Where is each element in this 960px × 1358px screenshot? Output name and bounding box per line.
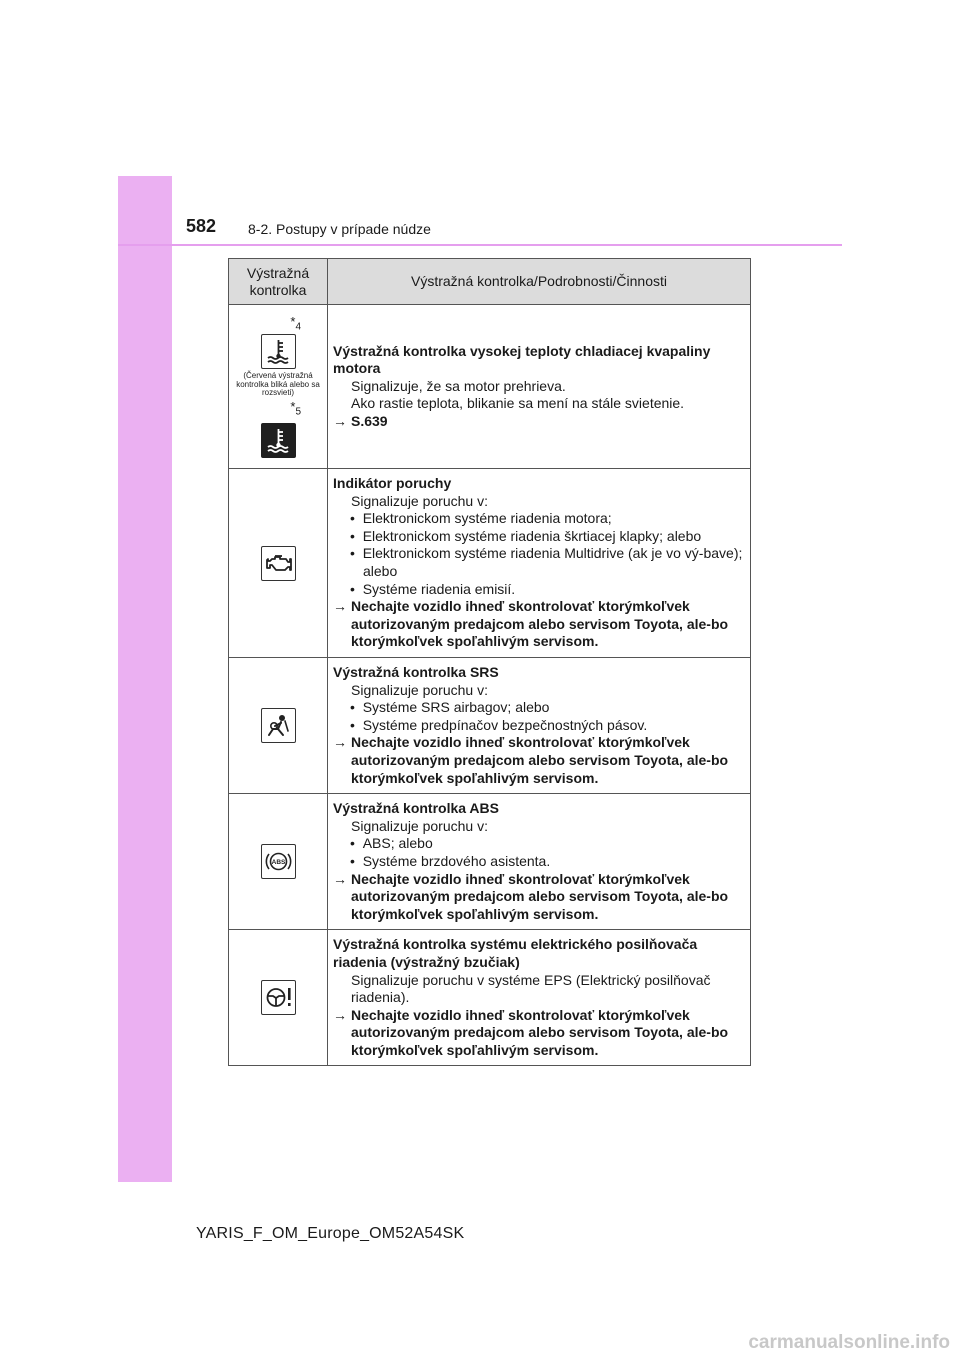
light-title: Výstražná kontrolka vysokej teploty chladiacej kvapaliny motora <box>333 342 711 377</box>
coolant-temperature-icon <box>261 334 296 369</box>
bullet-item: • Systéme brzdového asistenta. <box>350 852 551 869</box>
document-code: YARIS_F_OM_Europe_OM52A54SK <box>196 1225 465 1242</box>
column-header-light: Výstražná kontrolka <box>229 259 328 305</box>
description-line: Signalizuje, že sa motor prehrieva. <box>351 377 566 394</box>
description-cell <box>328 930 751 1066</box>
table-row <box>229 794 751 930</box>
bullet-item: • Elektronickom systéme riadenia motora; <box>350 510 612 527</box>
bullet-item: • Systéme riadenia emisií. <box>350 580 516 597</box>
icon-cell <box>229 305 328 469</box>
light-title: Výstražná kontrolka ABS <box>333 800 499 817</box>
table-row <box>229 930 751 1066</box>
bullet-item: • Systéme SRS airbagov; alebo <box>350 699 550 716</box>
description-line: Signalizuje poruchu v systéme EPS (Elektrický posilňovač riadenia). <box>351 971 711 1006</box>
footnote-marker: $*_4$ <box>290 313 301 333</box>
action-instruction: → Nechajte vozidlo ihneď skontrolovať ktorýmkoľvek autorizovaným predajcom alebo servisom Toyota, ale-bo ktorýmkoľvek spoľahlivým servisom. <box>333 598 729 650</box>
light-title: Indikátor poruchy <box>333 475 452 492</box>
description-cell <box>328 305 751 469</box>
icon-cell <box>229 658 328 794</box>
watermark: carmanualsonline.info <box>748 1332 950 1353</box>
abs-icon <box>261 844 296 879</box>
description-line: Ako rastie teplota, blikanie sa mení na stále svietenie. <box>351 395 685 412</box>
bullet-item: • ABS; alebo <box>350 835 433 852</box>
bullet-item: • Elektronickom systéme riadenia Multidrive (ak je vo vý-bave); alebo <box>350 545 743 579</box>
action-instruction: → Nechajte vozidlo ihneď skontrolovať ktorýmkoľvek autorizovaným predajcom alebo servisom Toyota, ale-bo ktorýmkoľvek spoľahlivým servisom. <box>333 870 729 922</box>
table-row <box>229 658 751 794</box>
action-reference: → S.639 <box>333 412 388 429</box>
description-cell <box>328 658 751 794</box>
column-header-details: Výstražná kontrolka/Podrobnosti/Činnosti <box>328 259 751 305</box>
description-line: Signalizuje poruchu v: <box>351 492 488 509</box>
icon-cell <box>229 469 328 658</box>
description-line: Signalizuje poruchu v: <box>351 817 488 834</box>
header-rule <box>118 244 842 246</box>
section-title: 8-2. Postupy v prípade núdze <box>248 221 431 237</box>
description-cell <box>328 794 751 930</box>
srs-airbag-icon <box>261 708 296 743</box>
table-row <box>229 469 751 658</box>
light-title: Výstražná kontrolka SRS <box>333 664 499 680</box>
description-line: Signalizuje poruchu v: <box>351 681 488 698</box>
coolant-temperature-icon <box>261 423 296 458</box>
icon-cell <box>229 930 328 1066</box>
icon-cell <box>229 794 328 930</box>
warning-lights-table <box>228 258 751 1066</box>
side-color-tab <box>118 176 172 1182</box>
bullet-item: • Systéme predpínačov bezpečnostných pásov. <box>350 716 648 733</box>
icon-caption: (Červená výstražná kontrolka bliká alebo sa rozsvieti) <box>236 371 320 398</box>
table-row <box>229 305 751 469</box>
abs-icon-label: ABS <box>271 859 285 867</box>
action-instruction: → Nechajte vozidlo ihneď skontrolovať ktorýmkoľvek autorizovaným predajcom alebo servisom Toyota, ale-bo ktorýmkoľvek spoľahlivým servisom. <box>333 734 729 786</box>
table-header-row <box>229 259 751 305</box>
footnote-marker: $*_5$ <box>290 398 301 418</box>
power-steering-warning-icon <box>261 980 296 1015</box>
check-engine-icon <box>261 546 296 581</box>
action-instruction: → Nechajte vozidlo ihneď skontrolovať ktorýmkoľvek autorizovaným predajcom alebo servisom Toyota, ale-bo ktorýmkoľvek spoľahlivým servisom. <box>333 1006 729 1058</box>
page-number: 582 <box>186 216 217 236</box>
description-cell <box>328 469 751 658</box>
light-title: Výstražná kontrolka systému elektrického posilňovača riadenia (výstražný bzučiak) <box>333 936 698 970</box>
bullet-item: • Elektronickom systéme riadenia škrtiacej klapky; alebo <box>350 527 702 544</box>
